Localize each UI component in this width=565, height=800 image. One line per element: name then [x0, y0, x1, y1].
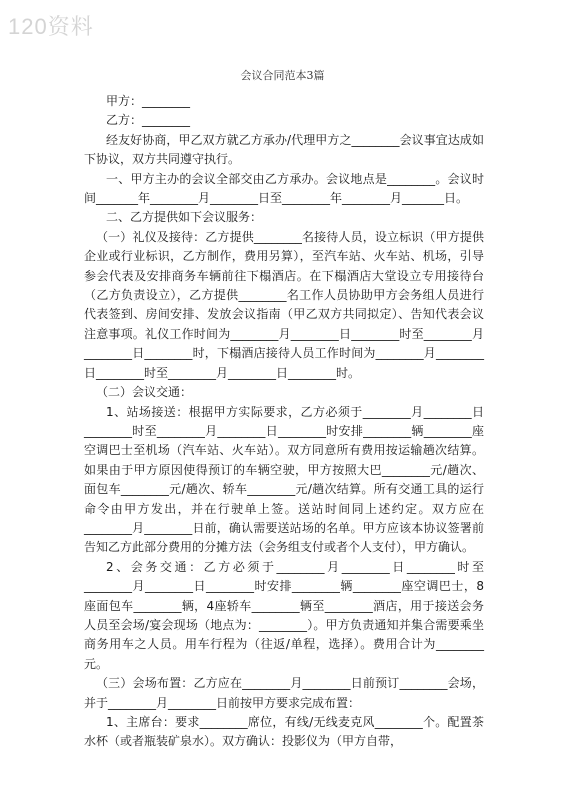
watermark: 120资料 — [8, 14, 94, 39]
paragraph: 1、主席台：要求________席位，有线/无线麦克风________个。配置茶水杯（或者瓶装矿泉水）。双方确认：投影仪为（甲方自带， — [84, 715, 484, 749]
paragraph: 一、甲方主办的会议全部交由乙方承办。会议地点是________。会议时间_______年________月________日至________年________月_______日。 — [84, 171, 484, 206]
document-title: 会议合同范本3篇 — [240, 69, 325, 82]
party-a-line: 甲方：________ — [106, 94, 191, 108]
section-heading: 二、乙方提供如下会议服务： — [106, 210, 263, 225]
paragraph: （三）会场布置：乙方应在________月________日前预订________会场，并于________月________日前按甲方要求完成布置： — [84, 676, 484, 710]
paragraph: 1、站场接送：根据甲方实际要求，乙方必须于________月________日________时至________月________日________时安排________辆________座空调巴士至机场（汽车站、火车站）。双方同意所有费用按运输趟次结算。如果由于甲方原因使得预订的车辆空驶，甲方按照大巴________元/趟次、面包车________元/趟次、轿车________元/趟次结算。所有交通工具的运行命令由甲方发出，并在行驶单上签。送站时间同上述约定。双方应在________月________日前，确认需要送站场的名单。甲方应该本协议签署前告知乙方此部分费用的分摊方法（会务组支付或者个人支付），甲方确认。 — [84, 404, 484, 555]
document-body — [84, 92, 484, 752]
paragraph: 2、会务交通：乙方必须于________月________日________时至________月________日________时安排________辆________座空调巴士，8座面包车________辆，4座轿车________辆至________酒店，用于接送会务人员至会场/宴会现场（地点为：________）。甲方负责通知并集合需要乘坐商务用车之人员。用车行程为（往返/单程，选择）。费用合计为________元。 — [84, 559, 484, 671]
section-heading: （二）会议交通： — [96, 385, 193, 400]
paragraph: 经友好协商，甲乙双方就乙方承办/代理甲方之________会议事宜达成如下协议，双方共同遵守执行。 — [84, 132, 484, 167]
paragraph: （一）礼仪及接待：乙方提供________名接待人员，设立标识（甲方提供企业或行业标识，乙方制作，费用另算），至汽车站、火车站、机场，引导参会代表及安排商务车辆前往下榻酒店。在下榻酒店大堂设立专用接待台（乙方负责设立），乙方提供________名工作人员协助甲方会务组人员进行代表签到、房间安排、发放会议指南（甲乙双方共同拟定）、告知代表会议注意事项。礼仪工作时间为________月________日________时至________月________日________时，下榻酒店接待人员工作时间为________月________日________时至________月________日________时。 — [84, 229, 484, 380]
party-b-line: 乙方：________ — [106, 113, 191, 128]
